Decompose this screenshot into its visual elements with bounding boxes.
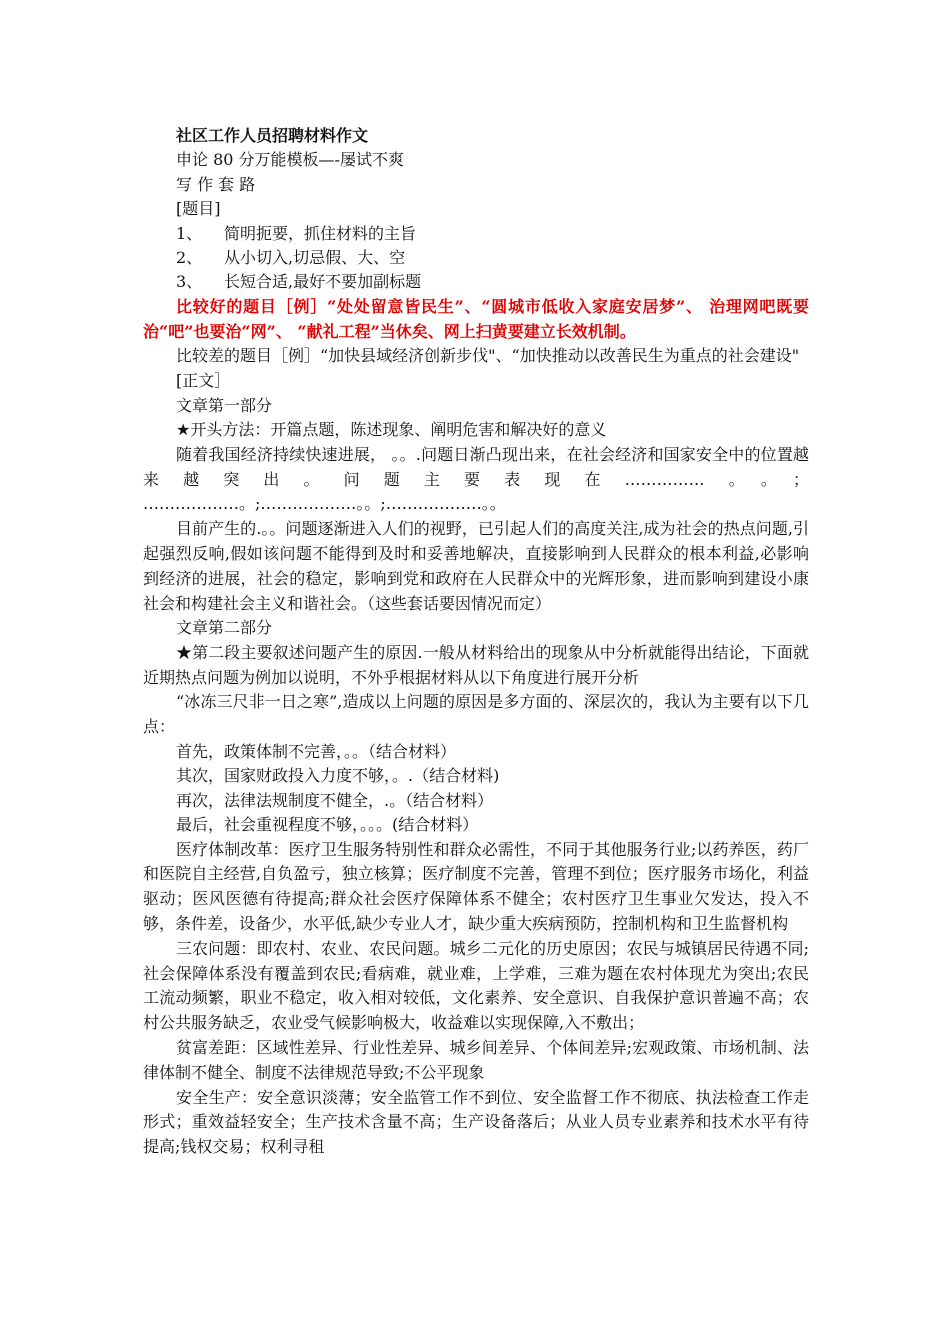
reason-item: 最后，社会重视程度不够，。。。(结合材料） bbox=[176, 815, 479, 835]
reason-item: 首先，政策体制不完善，。。（结合材料） bbox=[176, 742, 457, 762]
good-title-examples: 比较好的题目［例］“处处留意皆民生”、“圆城市低收入家庭安居梦”、 治理网吧既要治“吧”也要治“网”、 “献礼工程”当休矣、网上扫黄要建立长效机制。 bbox=[143, 296, 809, 341]
list-item bbox=[143, 270, 809, 294]
list-item bbox=[143, 222, 809, 246]
part1-method: ★开头方法：开篇点题，陈述现象、阐明危害和解决好的意义 bbox=[176, 420, 607, 440]
paragraph: “冰冻三尺非一日之寒”,造成以上问题的原因是多方面的、深层次的，我认为主要有以下几点： bbox=[143, 692, 809, 737]
document-subtitle: 申论 80 分万能模板—-屡试不爽 bbox=[176, 150, 404, 170]
section-heading-body: [正文］ bbox=[176, 371, 231, 391]
list-item-text: 从小切入,切忌假、大、空 bbox=[224, 248, 406, 268]
part1-heading: 文章第一部分 bbox=[176, 395, 273, 415]
paragraph: 目前产生的.。。问题逐渐进入人们的视野，已引起人们的高度关注,成为社会的热点问题,引起强烈反响,假如该问题不能得到及时和妥善地解决，直接影响到人民群众的根本利益,必影响到经济的进展，社会的稳定，影响到党和政府在人民群众中的光辉形象，进而影响到建设小康社会和构建社会主义和谐社会。（这些套话要因情况而定） bbox=[143, 519, 809, 613]
paragraph-safety: 安全生产：安全意识淡薄；安全监管工作不到位、安全监督工作不彻底、执法检查工作走形式；重效益轻安全；生产技术含量不高；生产设备落后；从业人员专业素养和技术水平有待提高;钱权交易；权利寻租 bbox=[143, 1087, 809, 1157]
paragraph-sannong: 三农问题：即农村、农业、农民问题。城乡二元化的历史原因；农民与城镇居民待遇不同;社会保障体系没有覆盖到农民;看病难，就业难，上学难，三难为题在农村体现尤为突出;农民工流动频繁，职业不稳定，收入相对较低，文化素养、安全意识、自我保护意识普遍不高；农村公共服务缺乏，农业受气候影响极大，收益难以实现保障,入不敷出； bbox=[143, 938, 809, 1033]
section-heading-title: [题目] bbox=[176, 199, 221, 219]
reason-item: 再次，法律法规制度不健全，.。（结合材料） bbox=[176, 790, 494, 810]
part2-heading: 文章第二部分 bbox=[176, 618, 273, 638]
document-page bbox=[143, 124, 809, 1160]
section-heading-writing: 写 作 套 路 bbox=[176, 174, 256, 194]
part2-method: ★第二段主要叙述问题产生的原因.一般从材料给出的现象从中分析就能得出结论，下面就近期热点问题为例加以说明，不外乎根据材料从以下角度进行展开分析 bbox=[143, 642, 809, 687]
list-item-number: 1、 bbox=[176, 223, 203, 243]
document-title: 社区工作人员招聘材料作文 bbox=[176, 126, 369, 145]
reason-item: 其次，国家财政投入力度不够，。.（结合材料) bbox=[176, 766, 500, 786]
list-item-text: 长短合适,最好不要加副标题 bbox=[224, 272, 422, 292]
bad-title-examples: 比较差的题目［例］“加快县域经济创新步伐"、“加快推动以改善民生为重点的社会建设" bbox=[176, 346, 800, 366]
list-item-number: 2、 bbox=[176, 248, 203, 268]
list-item bbox=[143, 246, 809, 270]
paragraph-medical-reform: 医疗体制改革：医疗卫生服务特别性和群众必需性，不同于其他服务行业;以药养医，药厂和医院自主经营,自负盈亏，独立核算；医疗制度不完善，管理不到位；医疗服务市场化，利益驱动；医风医德有待提高;群众社会医疗保障体系不健全；农村医疗卫生事业欠发达，投入不够，条件差，设备少，水平低,缺少专业人才，缺少重大疾病预防，控制机构和卫生监督机构 bbox=[143, 839, 809, 934]
list-item-number: 3、 bbox=[176, 272, 203, 292]
list-item-text: 简明扼要，抓住材料的主旨 bbox=[224, 223, 417, 243]
paragraph: 随着我国经济持续快速进展， 。。.问题日渐凸现出来，在社会经济和国家安全中的位置越来越突出。问题主要表现在……………。。； ………………。;………………。。;………………。。 bbox=[143, 444, 809, 514]
paragraph-wealth-gap: 贫富差距：区域性差异、行业性差异、城乡间差异、个体间差异;宏观政策、市场机制、法律体制不健全、制度不法律规范导致;不公平现象 bbox=[143, 1038, 809, 1082]
